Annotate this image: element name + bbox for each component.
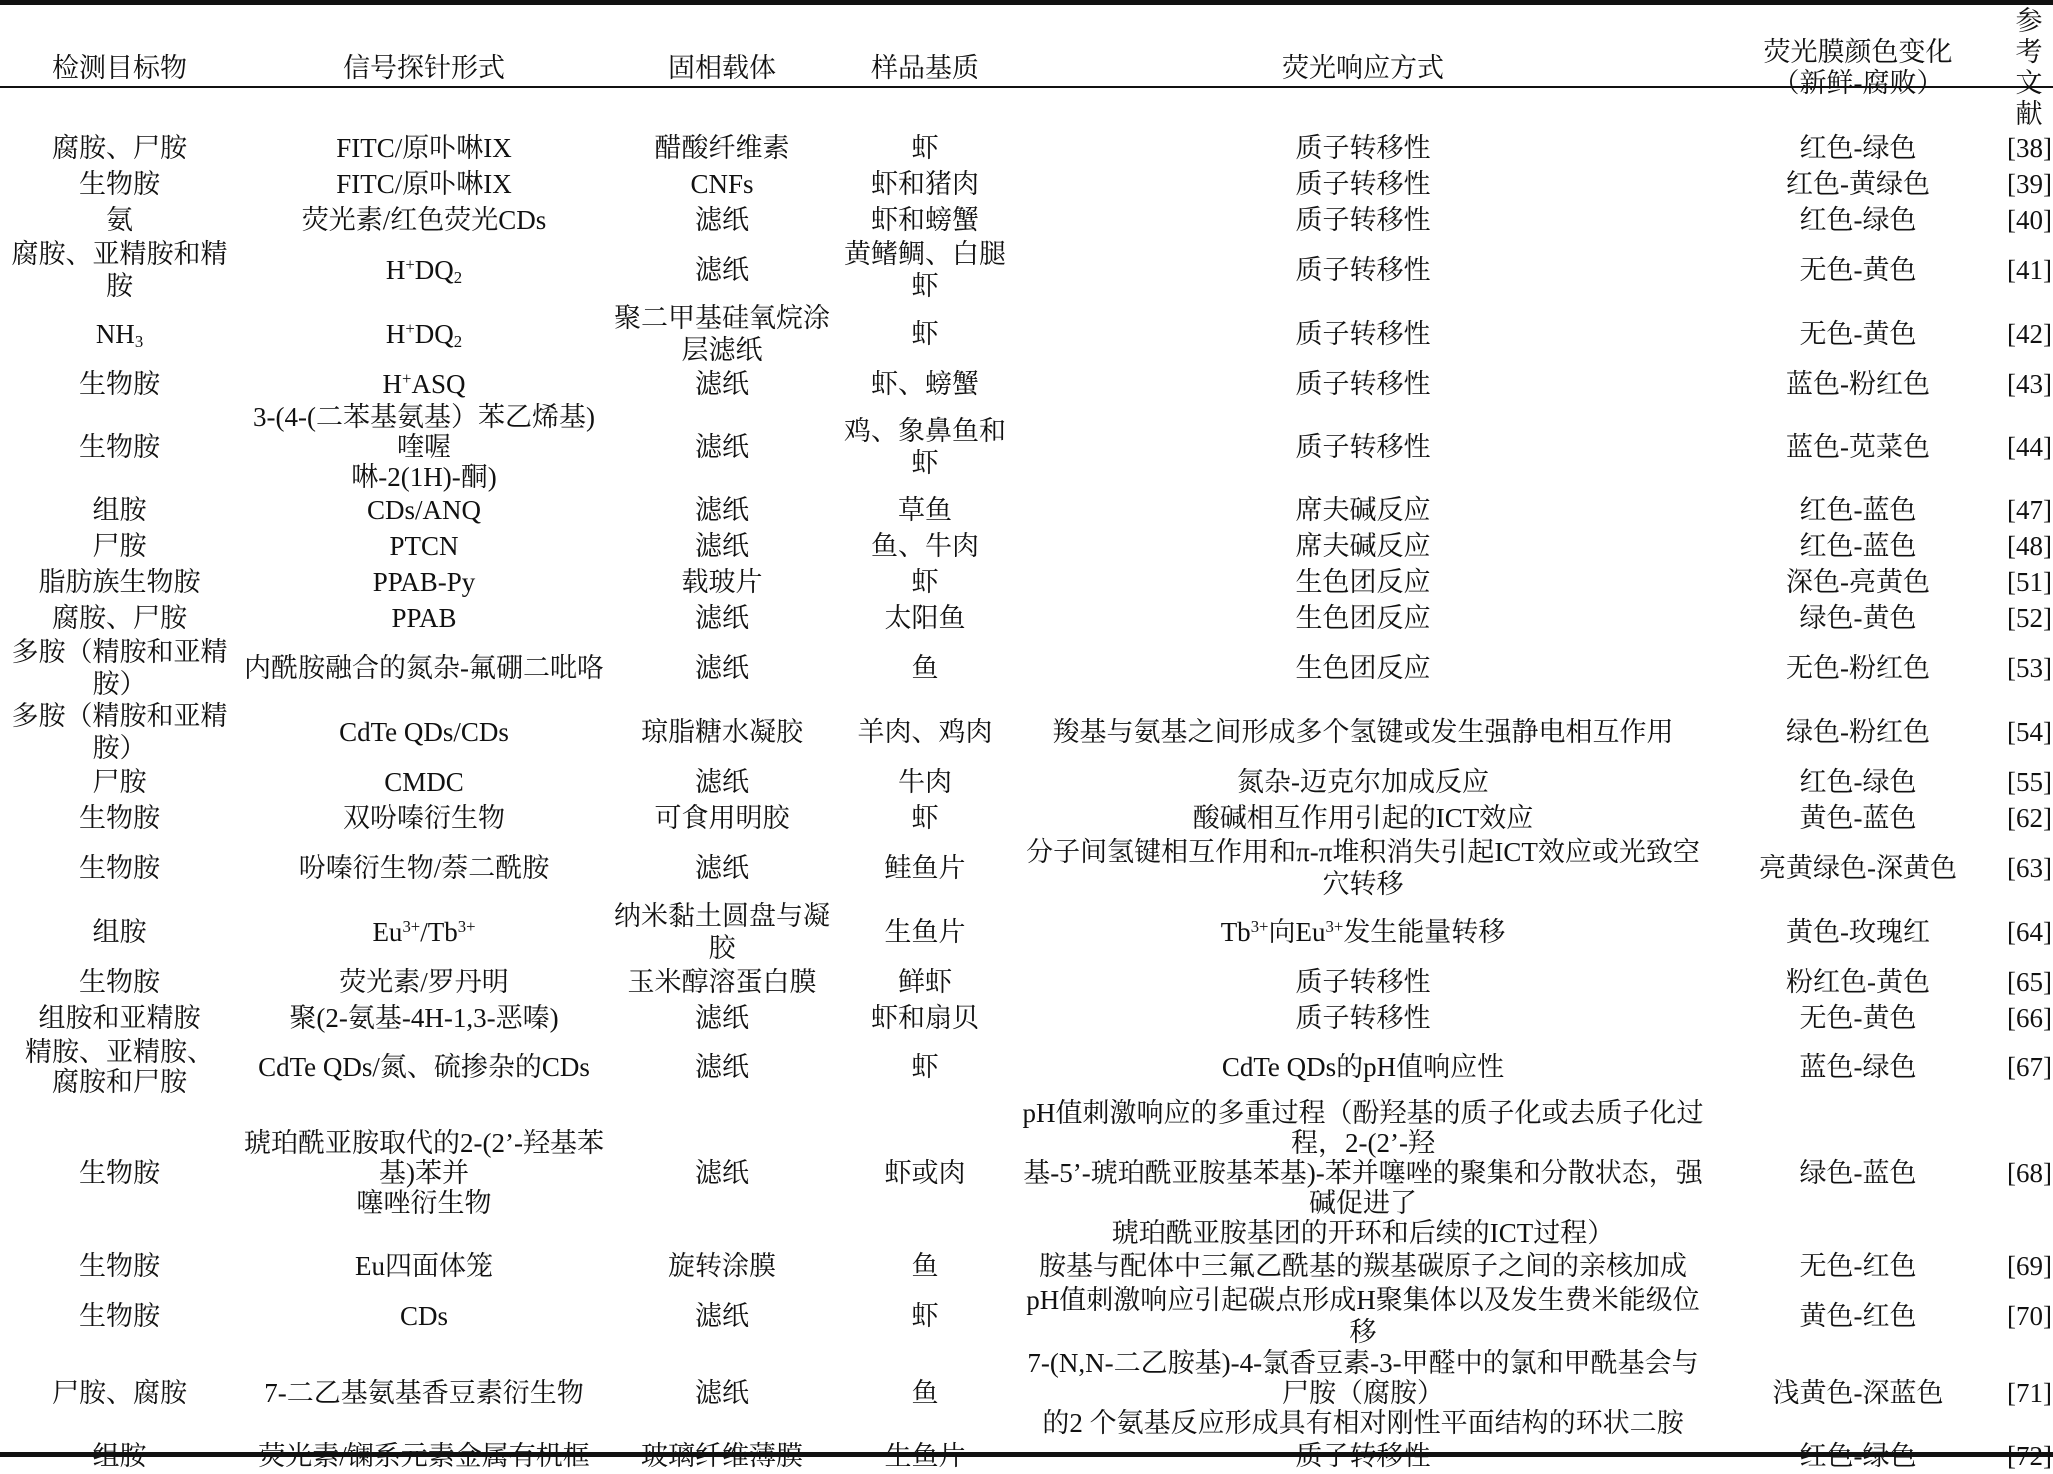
- cell-ref: [67]: [2007, 1052, 2052, 1082]
- table-row: [0, 1098, 2053, 1248]
- cell-ref: [62]: [2007, 803, 2052, 833]
- table-row: [0, 1248, 2053, 1284]
- cell-carrier: 滤纸: [695, 603, 749, 633]
- cell-mode: 分子间氢键相互作用和π-π堆积消失引起ICT效应或光致空穴转移: [1026, 837, 1700, 899]
- cell-color: 无色-红色: [1799, 1251, 1917, 1281]
- cell-probe: CdTe QDs/CDs: [339, 717, 509, 747]
- cell-matrix: 虾和螃蟹: [871, 205, 979, 235]
- cell-probe: CDs/ANQ: [366, 495, 481, 525]
- cell-mode: $Tb^{3+}$向$Eu^{3+}$发生能量转移: [1220, 916, 1506, 947]
- cell-carrier: 滤纸: [695, 369, 749, 399]
- table-row: [0, 900, 2053, 964]
- cell-probe: 7-二乙基氨基香豆素衍生物: [264, 1378, 584, 1408]
- cell-carrier: 滤纸: [695, 1052, 749, 1082]
- cell-ref: [47]: [2007, 495, 2052, 525]
- cell-matrix: 鲜虾: [898, 967, 952, 997]
- cell-ref: [64]: [2007, 917, 2052, 947]
- cell-matrix: 黄鳍鲷、白腿虾: [844, 239, 1006, 301]
- cell-matrix: 生鱼片: [884, 917, 966, 947]
- table-row: [0, 238, 2053, 302]
- cell-target: 生物胺: [79, 1251, 160, 1281]
- cell-probe: 聚(2-氨基-4H-1,3-恶嗪): [289, 1003, 559, 1033]
- cell-carrier: 可食用明胶: [654, 803, 790, 833]
- cell-probe: $Eu^{3+}/Tb^{3+}$: [372, 916, 476, 947]
- cell-ref: [71]: [2007, 1378, 2052, 1408]
- cell-target: 生物胺: [79, 967, 160, 997]
- cell-target: 生物胺: [79, 853, 160, 883]
- cell-carrier: 滤纸: [695, 1003, 749, 1033]
- cell-carrier: 玉米醇溶蛋白膜: [627, 967, 817, 997]
- table-row: [0, 302, 2053, 366]
- cell-matrix: 羊肉、鸡肉: [857, 717, 993, 747]
- cell-color: 黄色-红色: [1799, 1301, 1917, 1331]
- cell-mode: 生色团反应: [1295, 567, 1431, 597]
- cell-carrier: 滤纸: [695, 531, 749, 561]
- cell-ref: [69]: [2007, 1251, 2052, 1281]
- table-row: [0, 600, 2053, 636]
- cell-mode: 席夫碱反应: [1295, 531, 1431, 561]
- cell-color: 无色-黄色: [1799, 1003, 1917, 1033]
- cell-target: 组胺: [92, 917, 147, 947]
- cell-probe: FITC/原卟啉IX: [336, 169, 512, 199]
- cell-carrier: 滤纸: [695, 1158, 749, 1188]
- header-matrix: 样品基质: [871, 52, 979, 83]
- cell-target: 氨: [106, 205, 133, 235]
- cell-color: 红色-蓝色: [1799, 495, 1917, 525]
- cell-color: 无色-粉红色: [1786, 653, 1930, 683]
- top-rule: [0, 0, 2053, 5]
- cell-carrier: 滤纸: [695, 255, 749, 285]
- cell-mode: 质子转移性: [1295, 205, 1431, 235]
- table-row: [0, 1036, 2053, 1098]
- cell-color: 红色-绿色: [1799, 1441, 1917, 1471]
- cell-ref: [54]: [2007, 717, 2052, 747]
- cell-color: 红色-绿色: [1799, 133, 1917, 163]
- cell-matrix: 鲑鱼片: [884, 853, 966, 883]
- header-ref: 参考 文献: [2015, 6, 2043, 129]
- cell-carrier: 滤纸: [695, 205, 749, 235]
- cell-mode: 质子转移性: [1295, 133, 1431, 163]
- cell-color: 浅黄色-深蓝色: [1772, 1378, 1944, 1408]
- cell-probe: 荧光素/罗丹明: [339, 967, 509, 997]
- cell-ref: [70]: [2007, 1301, 2052, 1331]
- cell-ref: [48]: [2007, 531, 2052, 561]
- cell-mode: 质子转移性: [1295, 319, 1431, 349]
- cell-target: 腐胺、亚精胺和精胺: [11, 239, 228, 301]
- cell-target: 生物胺: [79, 369, 160, 399]
- cell-mode: 胺基与配体中三氟乙酰基的羰基碳原子之间的亲核加成: [1039, 1251, 1687, 1281]
- data-table: [0, 6, 2053, 1474]
- header-probe: 信号探针形式: [343, 52, 505, 83]
- cell-carrier: 滤纸: [695, 853, 749, 883]
- cell-matrix: 草鱼: [898, 495, 952, 525]
- cell-ref: [63]: [2007, 853, 2052, 883]
- cell-carrier: 滤纸: [695, 767, 749, 797]
- cell-carrier: 滤纸: [695, 432, 749, 462]
- table-row: [0, 366, 2053, 402]
- cell-target: 尸胺: [92, 531, 147, 561]
- cell-matrix: 虾: [911, 1052, 939, 1082]
- table-row: [0, 402, 2053, 492]
- cell-target: 生物胺: [79, 803, 160, 833]
- cell-ref: [53]: [2007, 653, 2052, 683]
- cell-mode: 氮杂-迈克尔加成反应: [1237, 767, 1489, 797]
- cell-mode: 羧基与氨基之间形成多个氢键或发生强静电相互作用: [1052, 717, 1674, 747]
- cell-target: 多胺（精胺和亚精胺）: [11, 637, 228, 699]
- cell-probe: 3-(4-(二苯基氨基）苯乙烯基)喹喔 啉-2(1H)-酮): [253, 402, 595, 492]
- cell-target: 生物胺: [79, 1301, 160, 1331]
- cell-target: 腐胺、尸胺: [52, 603, 187, 633]
- cell-mode: 质子转移性: [1295, 169, 1431, 199]
- cell-mode: 生色团反应: [1295, 603, 1431, 633]
- cell-target: 腐胺、尸胺: [52, 133, 187, 163]
- cell-probe: 荧光素/镧系元素金属有机框: [258, 1441, 590, 1471]
- table-row: [0, 202, 2053, 238]
- cell-probe: CdTe QDs/氮、硫掺杂的CDs: [258, 1052, 590, 1082]
- cell-probe: H+ASQ: [382, 368, 466, 399]
- cell-target: 多胺（精胺和亚精胺）: [11, 701, 228, 763]
- header-mode: 荧光响应方式: [1282, 52, 1444, 83]
- cell-color: 黄色-蓝色: [1799, 803, 1917, 833]
- cell-target: 生物胺: [79, 432, 160, 462]
- cell-target: 尸胺: [92, 767, 147, 797]
- cell-matrix: 虾或肉: [884, 1158, 966, 1188]
- cell-probe: 荧光素/红色荧光CDs: [301, 205, 547, 235]
- cell-carrier: 滤纸: [695, 1378, 749, 1408]
- cell-mode: 质子转移性: [1295, 1003, 1431, 1033]
- cell-color: 红色-黄绿色: [1786, 169, 1930, 199]
- cell-matrix: 太阳鱼: [884, 603, 966, 633]
- cell-matrix: 虾: [911, 1301, 939, 1331]
- header-row: [0, 6, 2053, 130]
- cell-target: 生物胺: [79, 169, 160, 199]
- cell-ref: [66]: [2007, 1003, 2052, 1033]
- cell-ref: [38]: [2007, 133, 2052, 163]
- table-row: [0, 166, 2053, 202]
- cell-probe: PPAB: [391, 603, 457, 633]
- cell-color: 红色-绿色: [1799, 767, 1917, 797]
- cell-matrix: 鱼: [911, 1251, 939, 1281]
- cell-matrix: 牛肉: [898, 767, 952, 797]
- cell-color: 蓝色-苋菜色: [1786, 432, 1930, 462]
- cell-probe: PPAB-Py: [372, 567, 476, 597]
- cell-probe: 琥珀酰亚胺取代的2-(2’-羟基苯基)苯并 噻唑衍生物: [244, 1128, 604, 1218]
- cell-matrix: 生鱼片: [884, 1441, 966, 1471]
- cell-color: 红色-绿色: [1799, 205, 1917, 235]
- cell-mode: pH值刺激响应引起碳点形成H聚集体以及发生费米能级位移: [1026, 1285, 1700, 1347]
- cell-matrix: 虾和猪肉: [871, 169, 979, 199]
- cell-ref: [52]: [2007, 603, 2052, 633]
- cell-ref: [68]: [2007, 1158, 2052, 1188]
- cell-carrier: 载玻片: [681, 567, 763, 597]
- table-row: [0, 836, 2053, 900]
- header-target: 检测目标物: [52, 52, 187, 83]
- header-color: 荧光膜颜色变化 （新鲜-腐败）: [1763, 37, 1953, 98]
- cell-mode: 席夫碱反应: [1295, 495, 1431, 525]
- cell-ref: [65]: [2007, 967, 2052, 997]
- cell-ref: [43]: [2007, 369, 2052, 399]
- cell-carrier: 纳米黏土圆盘与凝胶: [614, 901, 830, 963]
- cell-mode: 质子转移性: [1295, 967, 1431, 997]
- cell-mode: 质子转移性: [1295, 432, 1431, 462]
- cell-color: 绿色-蓝色: [1799, 1158, 1917, 1188]
- table-row: [0, 130, 2053, 166]
- cell-probe: $H^+DQ_2$: [385, 318, 463, 352]
- cell-target: 尸胺、腐胺: [52, 1378, 187, 1408]
- cell-target: $NH_3$: [95, 319, 144, 352]
- cell-matrix: 虾: [911, 567, 939, 597]
- cell-carrier: 聚二甲基硅氧烷涂层滤纸: [614, 303, 830, 365]
- cell-ref: [42]: [2007, 319, 2052, 349]
- cell-carrier: 滤纸: [695, 653, 749, 683]
- cell-matrix: 鱼、牛肉: [871, 531, 979, 561]
- table-row: [0, 1348, 2053, 1438]
- cell-probe: PTCN: [389, 531, 459, 561]
- cell-matrix: 鱼: [911, 653, 939, 683]
- cell-probe: Eu四面体笼: [355, 1251, 493, 1281]
- cell-mode: 质子转移性: [1295, 255, 1431, 285]
- cell-probe: 吩嗪衍生物/萘二酰胺: [298, 853, 550, 883]
- cell-mode: 生色团反应: [1295, 653, 1431, 683]
- table-body: [0, 130, 2053, 1474]
- cell-color: 无色-黄色: [1799, 255, 1917, 285]
- cell-ref: [51]: [2007, 567, 2052, 597]
- table-row: [0, 528, 2053, 564]
- cell-mode: pH值刺激响应的多重过程（酚羟基的质子化或去质子化过程，2-(2’-羟 基-5’-琥珀酰亚胺基苯基)-苯并噻唑的聚集和分散状态，强碱促进了 琥珀酰亚胺基团的开环和后续的ICT过程）: [1022, 1098, 1704, 1248]
- table-row: [0, 492, 2053, 528]
- cell-color: 绿色-粉红色: [1786, 717, 1930, 747]
- header-carrier: 固相载体: [668, 52, 776, 83]
- cell-matrix: 虾: [911, 803, 939, 833]
- cell-target: 组胺和亚精胺: [38, 1003, 201, 1033]
- cell-color: 粉红色-黄色: [1786, 967, 1930, 997]
- cell-probe: $H^+DQ_2$: [385, 254, 463, 288]
- table-row: [0, 636, 2053, 700]
- cell-carrier: 玻璃纤维薄膜: [641, 1441, 803, 1471]
- cell-target: 组胺: [92, 1441, 147, 1471]
- table-row: [0, 764, 2053, 800]
- cell-color: 亮黄绿色-深黄色: [1759, 853, 1957, 883]
- table-row: [0, 1284, 2053, 1348]
- cell-mode: 酸碱相互作用引起的ICT效应: [1192, 803, 1534, 833]
- cell-target: 生物胺: [79, 1158, 160, 1188]
- cell-target: 精胺、亚精胺、 腐胺和尸胺: [25, 1037, 214, 1097]
- cell-probe: 内酰胺融合的氮杂-氟硼二吡咯: [244, 653, 604, 683]
- cell-carrier: 滤纸: [695, 495, 749, 525]
- cell-probe: CMDC: [384, 767, 464, 797]
- cell-color: 绿色-黄色: [1799, 603, 1917, 633]
- cell-ref: [39]: [2007, 169, 2052, 199]
- table-row: [0, 564, 2053, 600]
- cell-mode: 7-(N,N-二乙胺基)-4-氯香豆素-3-甲醛中的氯和甲酰基会与尸胺（腐胺） 的2 个氨基反应形成具有相对刚性平面结构的环状二胺: [1027, 1348, 1699, 1438]
- cell-target: 组胺: [92, 495, 147, 525]
- cell-color: 红色-蓝色: [1799, 531, 1917, 561]
- table-row: [0, 964, 2053, 1000]
- cell-carrier: CNFs: [690, 169, 754, 199]
- cell-carrier: 滤纸: [695, 1301, 749, 1331]
- table-row: [0, 1438, 2053, 1474]
- cell-matrix: 虾、螃蟹: [871, 369, 979, 399]
- cell-color: 无色-黄色: [1799, 319, 1917, 349]
- cell-color: 深色-亮黄色: [1786, 567, 1930, 597]
- cell-matrix: 鸡、象鼻鱼和虾: [844, 416, 1006, 478]
- cell-mode: 质子转移性: [1295, 369, 1431, 399]
- cell-ref: [41]: [2007, 255, 2052, 285]
- table-row: [0, 1000, 2053, 1036]
- cell-ref: [55]: [2007, 767, 2052, 797]
- cell-target: 脂肪族生物胺: [38, 567, 201, 597]
- cell-ref: [44]: [2007, 432, 2052, 462]
- table-row: [0, 700, 2053, 764]
- cell-probe: CDs: [399, 1301, 448, 1331]
- cell-matrix: 虾: [911, 133, 939, 163]
- cell-color: 蓝色-绿色: [1799, 1052, 1917, 1082]
- cell-matrix: 虾: [911, 319, 939, 349]
- cell-matrix: 虾和扇贝: [871, 1003, 979, 1033]
- cell-color: 蓝色-粉红色: [1786, 369, 1930, 399]
- cell-probe: 双吩嗪衍生物: [343, 803, 505, 833]
- cell-mode: CdTe QDs的pH值响应性: [1221, 1052, 1505, 1082]
- cell-carrier: 旋转涂膜: [668, 1251, 776, 1281]
- cell-ref: [72]: [2007, 1441, 2052, 1471]
- cell-carrier: 琼脂糖水凝胶: [641, 717, 803, 747]
- cell-matrix: 鱼: [911, 1378, 939, 1408]
- table-row: [0, 800, 2053, 836]
- cell-probe: FITC/原卟啉IX: [336, 133, 512, 163]
- cell-ref: [40]: [2007, 205, 2052, 235]
- cell-carrier: 醋酸纤维素: [654, 133, 790, 163]
- cell-color: 黄色-玫瑰红: [1786, 917, 1930, 947]
- cell-mode: 质子转移性: [1295, 1441, 1431, 1471]
